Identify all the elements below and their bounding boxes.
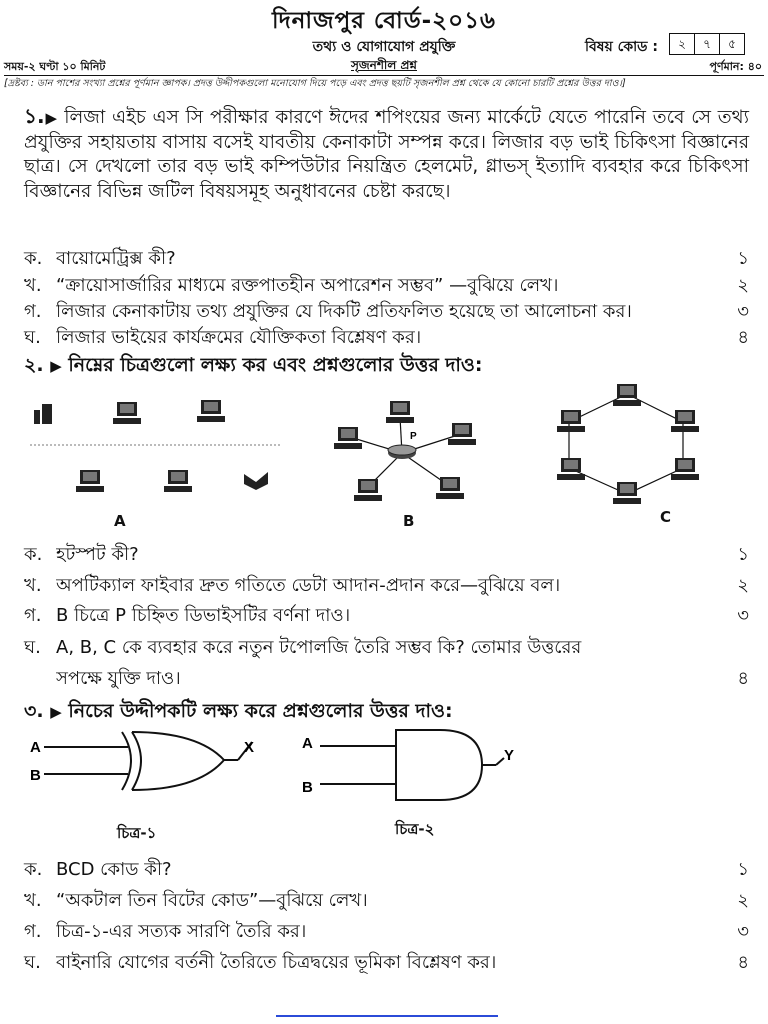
q2-part-d-cont [24, 664, 749, 695]
computer-icon [164, 470, 192, 492]
computer-icon [671, 410, 699, 432]
part-marks: ৩ [737, 921, 749, 942]
part-label: ক. [24, 544, 43, 565]
q2-part-d [24, 633, 749, 664]
q3-part-b [24, 886, 749, 917]
computer-icon [386, 401, 414, 423]
hub-icon [388, 445, 416, 459]
q1-part-d [24, 323, 749, 354]
part-text: B চিত্রে P চিহ্নিত ডিভাইসটির বর্ণনা দাও। [56, 605, 351, 626]
figure-label-c: C [660, 508, 672, 526]
paper-type: সৃজনশীল প্রশ্ন [351, 58, 417, 72]
figure-label-a: A [114, 512, 126, 530]
part-marks: ৩ [737, 301, 749, 322]
computer-icon [113, 402, 141, 424]
part-marks: ১ [737, 248, 749, 269]
part-text: লিজার ভাইয়ের কার্যক্রমের যৌক্তিকতা বিশ্লেষণ কর। [56, 327, 422, 348]
q3-part-d [24, 948, 749, 979]
q2-part-c [24, 601, 749, 632]
q3-heading-text: নিচের উদ্দীপকটি লক্ষ্য করে প্রশ্নগুলোর উত্তর দাও: [68, 700, 453, 722]
computer-icon [34, 404, 52, 424]
part-marks: ১ [737, 544, 749, 565]
part-marks: ২ [737, 275, 749, 296]
computer-icon [436, 477, 464, 499]
part-text: A, B, C কে ব্যবহার করে নতুন টপোলজি তৈরি সম্ভব কি? তোমার উত্তরের [56, 637, 582, 658]
fig1-output-x: X [244, 739, 255, 756]
part-marks: ৪ [737, 327, 749, 348]
part-text: অপটিক্যাল ফাইবার দ্রুত গতিতে ডেটা আদান-প্রদান করে—বুঝিয়ে বল। [56, 575, 561, 596]
figure-2-caption: চিত্র-২ [395, 820, 435, 838]
figure-b-star-topology [330, 395, 480, 510]
fig1-input-a: A [30, 739, 41, 756]
part-label: গ. [24, 605, 42, 626]
q1-stem-text: লিজা এইচ এস সি পরীক্ষার কারণে ঈদের শপিংয়ের জন্য মার্কেটে যেতে পারেনি তবে সে তথ্য প্রযুক্তির সহায়তায় বাসায় বসেই যাবতীয় কেনাকাটা সম্পন্ন করে। লিজার বড় ভাই চিকিৎসা বিজ্ঞানের ছাত্র। সে দেখলো তার বড় ভাই কম্পিউটার নিয়ন্ত্রিত হেলমেট, গ্লাভস্ ইত্যাদি ব্যবহার করে চিকিৎসা বিজ্ঞানের বিভিন্ন জটিল বিষয়সমূহ অনুধাবনের চেষ্টা করছে। [24, 107, 749, 202]
subject-code-digit: ২ [670, 34, 695, 54]
q1-number: ১. [24, 104, 45, 128]
computer-icon [76, 470, 104, 492]
exam-title: দিনাজপুর বোর্ড-২০১৬ [272, 8, 496, 34]
hub-label: P [410, 431, 417, 442]
subject-code-digit: ৫ [728, 37, 736, 51]
part-text: চিত্র-১-এর সত্যক সারণি তৈরি কর। [56, 921, 307, 942]
part-label: ঘ. [24, 952, 41, 973]
part-text: বায়োমেট্রিক্স কী? [56, 248, 176, 269]
computer-icon [197, 400, 225, 422]
play-arrow-icon: ▶ [50, 357, 62, 375]
computer-icon [557, 458, 585, 480]
play-arrow-icon: ▶ [44, 109, 65, 127]
part-text: “অকটাল তিন বিটের কোড”—বুঝিয়ে লেখ। [56, 890, 368, 911]
subject-code-digit: ৭ [695, 34, 720, 54]
fig2-input-b: B [302, 779, 313, 796]
part-text: লিজার কেনাকাটায় তথ্য প্রযুক্তির যে দিকটি প্রতিফলিত হয়েছে তা আলোচনা কর। [56, 301, 632, 322]
computer-icon [354, 479, 382, 501]
part-text: BCD কোড কী? [56, 859, 172, 880]
fig1-input-b: B [30, 767, 41, 784]
q2-part-a [24, 540, 749, 571]
subject-code-label: বিষয় কোড : [585, 39, 658, 55]
part-label: খ. [24, 275, 42, 296]
q2-part-b [24, 571, 749, 602]
q1-stem [24, 104, 749, 204]
computer-icon [244, 472, 268, 490]
part-label: ক. [24, 859, 43, 880]
part-marks: ১ [737, 859, 749, 880]
computer-icon [613, 384, 641, 406]
q2-heading-text: নিম্নের চিত্রগুলো লক্ষ্য কর এবং প্রশ্নগুলোর উত্তর দাও: [68, 354, 483, 376]
computer-icon [448, 423, 476, 445]
computer-icon [671, 458, 699, 480]
footer-link-underline[interactable] [276, 1015, 498, 1017]
instruction-note: [দ্রষ্টব্য : ডান পাশের সংখ্যা প্রশ্নের পূর্ণমান জ্ঞাপক। প্রদত্ত উদ্দীপকগুলো মনোযোগ দিয়ে পড়ে এবং প্রদত্ত ছয়টি সৃজনশীল প্রশ্ন থেকে যে কোনো চারটি প্রশ্নের উত্তর দাও।] [4, 78, 626, 89]
figure-label-b: B [403, 512, 415, 530]
part-text: বাইনারি যোগের বর্তনী তৈরিতে চিত্রদ্বয়ের ভূমিকা বিশ্লেষণ কর। [56, 952, 497, 973]
q3-part-c [24, 917, 749, 948]
computer-icon [557, 410, 585, 432]
q3-number: ৩. [24, 700, 44, 722]
part-text: “ক্রায়োসার্জারির মাধ্যমে রক্তপাতহীন অপারেশন সম্ভব” —বুঝিয়ে লেখ। [56, 275, 559, 296]
q2-heading [24, 351, 483, 383]
q2-number: ২. [24, 354, 44, 376]
fig2-input-a: A [302, 735, 313, 752]
computer-icon [334, 427, 362, 449]
part-text: সপক্ষে যুক্তি দাও। [56, 668, 181, 689]
part-label: ঘ. [24, 637, 41, 658]
figure-1-caption: চিত্র-১ [117, 824, 157, 842]
part-label: খ. [24, 890, 42, 911]
part-label: ঘ. [24, 327, 41, 348]
full-marks: পূর্ণমান: ৪০ [709, 60, 762, 73]
part-marks: ৪ [737, 668, 749, 689]
part-marks: ২ [737, 890, 749, 911]
fig2-output-y: Y [504, 747, 515, 764]
computer-icon [613, 482, 641, 504]
figure-a-computers [20, 388, 290, 508]
play-arrow-icon: ▶ [50, 703, 62, 721]
figure-2-and-gate [300, 720, 540, 810]
subject-title: তথ্য ও যোগাযোগ প্রযুক্তি [312, 39, 456, 55]
subject-code-box [669, 33, 745, 55]
header-divider [4, 75, 764, 76]
part-marks: ৩ [737, 605, 749, 626]
part-label: গ. [24, 301, 42, 322]
part-marks: ৪ [737, 952, 749, 973]
part-label: গ. [24, 921, 42, 942]
part-marks: ২ [737, 575, 749, 596]
figure-c-ring-topology [555, 382, 715, 507]
part-label: ক. [24, 248, 43, 269]
part-text: হটস্পট কী? [56, 544, 139, 565]
exam-time: সময়-২ ঘণ্টা ১০ মিনিট [4, 60, 106, 73]
part-label: খ. [24, 575, 42, 596]
q3-part-a [24, 855, 749, 886]
figure-1-xor-gate [28, 722, 278, 802]
